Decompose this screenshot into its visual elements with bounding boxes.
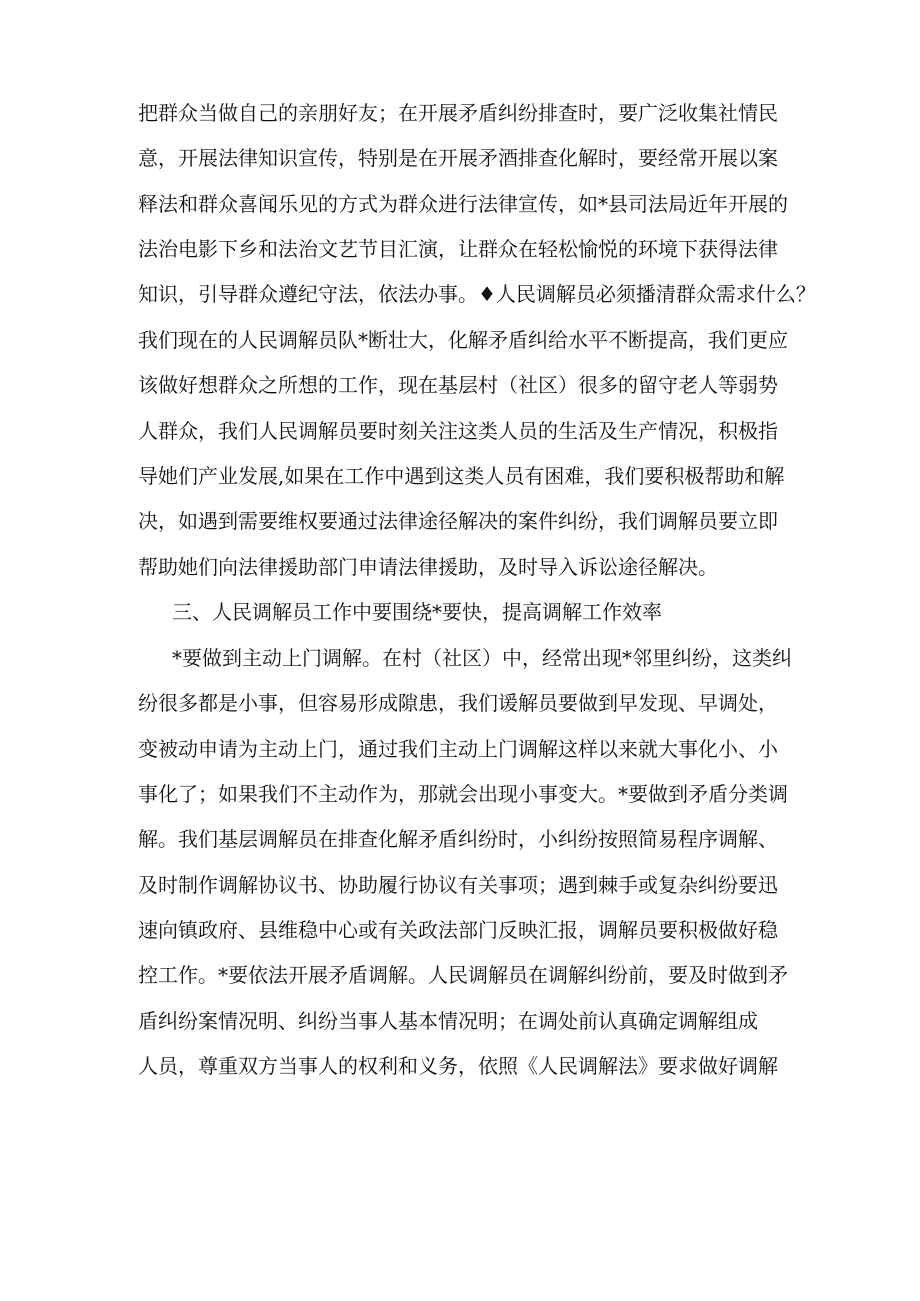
- text-line: 纷很多都是小事，但容易形成隙患，我们谖解员要做到早发现、早调处，: [138, 691, 778, 715]
- text-line: 把群众当做自己的亲朋好友；在开展矛盾纠纷排查时，要广泛收集社情民: [138, 101, 778, 125]
- text-line: 及时制作调解协议书、协助履行协议有关事项；遇到棘手或复杂纠纷要迅: [138, 873, 778, 897]
- text-line: 该做好想群众之所想的工作，现在基层村（社区）很多的留守老人等弱势: [138, 373, 778, 397]
- text-line: 控工作。*要依法开展矛盾调解。人民调解员在调解纠纷前，要及时做到矛: [138, 963, 788, 987]
- text-line: 我们现在的人民调解员队*断壮大，化解矛盾纠给水平不断提高，我们更应: [138, 328, 788, 352]
- text-line: 法治电影下乡和法治文艺节目汇演，让群众在轻松愉悦的环境下获得法律: [138, 237, 778, 261]
- text-line: 事化了；如果我们不主动作为，那就会出现小事变大。*要做到矛盾分类调: [138, 782, 788, 806]
- text-line: 解。我们基层调解员在排查化解矛盾纠纷时，小纠纷按照简易程序调解、: [138, 827, 778, 851]
- text-line: 盾纠纷案情况明、纠纷当事人基本情况明；在调处前认真确定调解组成: [138, 1009, 758, 1033]
- text-line: 决，如遇到需要维权要通过法律途径解决的案件纠纷，我们调解员要立即: [138, 509, 778, 533]
- text-line: 意，开展法律知识宣传，特别是在开展矛酒排查化解时，要经常开展以案: [138, 146, 778, 170]
- text-line: 速向镇政府、县维稳中心或有关政法部门反映汇报，调解员要积极做好稳: [138, 918, 778, 942]
- text-line: 人员，尊重双方当事人的权利和义务，依照《人民调解法》要求做好调解: [138, 1054, 778, 1078]
- text-line: *要做到主动上门调解。在村（社区）中，经常出现*邻里纠纷，这类纠: [172, 646, 792, 670]
- text-line: 知识，引导群众遵纪守法，依法办事。♦人民调解员必须播清群众需求什么？: [138, 282, 816, 306]
- text-line: 人群众，我们人民调解员要时刻关注这类人员的生活及生产情况，积极指: [138, 419, 778, 443]
- text-line: 导她们产业发展,如果在工作中遇到这类人员有困难，我们要积极帮助和解: [138, 464, 785, 488]
- text-line: 释法和群众喜闻乐见的方式为群众进行法律宣传，如*县司法局近年开展的: [138, 192, 788, 216]
- text-line: 三、人民调解员工作中要围绕*要快，提高调解工作效率: [172, 600, 662, 624]
- text-line: 变被动申请为主动上门，通过我们主动上门调解这样以来就大事化小、小: [138, 737, 778, 761]
- text-line: 帮助她们向法律援助部门申请法律援助，及时导入诉讼途径解决。: [138, 555, 718, 579]
